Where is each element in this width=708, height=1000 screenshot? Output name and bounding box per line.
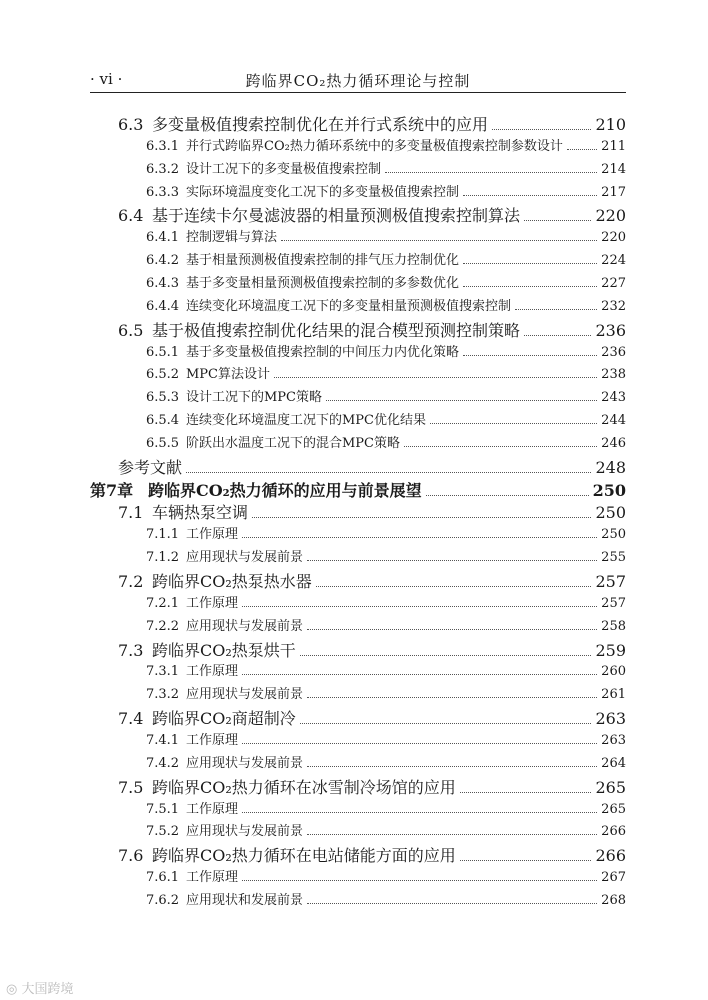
dot-leader — [307, 688, 597, 698]
toc-entry-page: 220 — [601, 230, 626, 246]
toc-entry[interactable] — [146, 729, 626, 748]
toc-entry[interactable] — [146, 798, 626, 817]
dot-leader — [307, 620, 597, 630]
toc-entry[interactable] — [118, 318, 626, 341]
toc-entry-number: 6.5.2 — [146, 367, 180, 383]
toc-entry-number: 7.1.2 — [146, 550, 180, 566]
toc-entry-title: 连续变化环境温度工况下的多变量相量预测极值搜索控制 — [186, 298, 512, 314]
toc-entry-number: 6.3 — [118, 115, 144, 134]
toc-entry-page: 266 — [601, 824, 626, 840]
watermark — [6, 978, 74, 997]
dot-leader — [307, 757, 597, 767]
toc-entry-title: 跨临界CO₂热泵热水器 — [152, 572, 312, 591]
toc-entry-title: 设计工况下的MPC策略 — [186, 390, 323, 406]
dot-leader — [426, 483, 589, 495]
toc-entry-page: 232 — [601, 298, 626, 314]
toc-entry-number: 6.5.1 — [146, 344, 180, 360]
dot-leader — [404, 437, 597, 447]
page-number: · vi · — [90, 70, 123, 88]
toc-entry-page: 263 — [601, 732, 626, 748]
toc-entry-number: 6.3.1 — [146, 138, 180, 154]
toc-entry-number: 第7章 — [90, 480, 134, 500]
dot-leader — [463, 277, 597, 287]
toc-entry-title: 参考文献 — [118, 457, 183, 477]
toc-entry[interactable] — [146, 523, 626, 542]
toc-entry-page: 266 — [595, 846, 626, 866]
toc-entry-page: 267 — [601, 870, 626, 886]
toc-entry-title: 控制逻辑与算法 — [186, 230, 278, 246]
toc-entry-number: 7.2.2 — [146, 618, 180, 634]
toc-entry-title: 基于多变量相量预测极值搜索控制的多参数优化 — [186, 275, 460, 291]
toc-entry[interactable] — [146, 660, 626, 679]
toc-entry[interactable] — [90, 478, 626, 501]
toc-entry-page: 250 — [601, 527, 626, 543]
dot-leader — [316, 575, 592, 587]
toc-entry-page: 246 — [601, 435, 626, 451]
toc-entry-title: 应用现状与发展前景 — [186, 824, 304, 840]
toc-entry-title: 跨临界CO₂热泵烘干 — [152, 640, 296, 660]
toc-entry-title: 多变量极值搜索控制优化在并行式系统中的应用 — [152, 115, 489, 134]
toc-entry-page: 258 — [601, 618, 626, 634]
toc-entry[interactable] — [146, 889, 626, 908]
toc-entry-title: 工作原理 — [186, 801, 239, 817]
toc-entry-title: 工作原理 — [186, 870, 239, 886]
toc-entry-number: 7.4.1 — [146, 732, 180, 748]
toc-entry-title: 应用现状与发展前景 — [186, 687, 304, 703]
toc-entry-number: 7.2.1 — [146, 595, 180, 611]
dot-leader — [242, 528, 597, 538]
dot-leader — [492, 118, 591, 130]
toc-entry-number: 7.4.2 — [146, 755, 180, 771]
toc-entry[interactable] — [146, 249, 626, 268]
toc-entry-page: 259 — [595, 640, 626, 660]
toc-entry-title: MPC算法设计 — [186, 367, 271, 383]
toc-entry[interactable] — [146, 820, 626, 839]
toc-entry-number: 7.6.2 — [146, 892, 180, 908]
toc-entry-page: 236 — [601, 344, 626, 360]
toc-entry-number: 7.4 — [118, 709, 144, 729]
toc-entry-title: 连续变化环境温度工况下的MPC优化结果 — [186, 413, 427, 429]
toc-entry[interactable] — [118, 775, 626, 798]
dot-leader — [274, 368, 597, 378]
toc-entry[interactable] — [146, 226, 626, 245]
toc-entry-title: 车辆热泵空调 — [152, 503, 249, 523]
dot-leader — [300, 643, 592, 655]
toc-entry-number: 6.4.4 — [146, 298, 180, 314]
toc-entry-number: 6.5 — [118, 320, 144, 340]
toc-entry[interactable] — [146, 866, 626, 885]
toc-entry[interactable] — [118, 455, 626, 478]
dot-leader — [385, 163, 597, 173]
toc-entry-number: 7.3.2 — [146, 687, 180, 703]
dot-leader — [326, 391, 597, 401]
dot-leader — [307, 894, 597, 904]
dot-leader — [242, 871, 597, 881]
toc-entry-page: 210 — [595, 115, 626, 134]
toc-entry[interactable] — [146, 683, 626, 702]
toc-entry-title: 阶跃出水温度工况下的混合MPC策略 — [186, 435, 401, 451]
dot-leader — [307, 551, 597, 561]
toc-entry-title: 跨临界CO₂热力循环在电站储能方面的应用 — [152, 846, 456, 866]
toc-entry-page: 227 — [601, 275, 626, 291]
toc-entry-title: 工作原理 — [186, 664, 239, 680]
dot-leader — [242, 597, 597, 607]
toc-entry-page: 260 — [601, 664, 626, 680]
toc-entry[interactable] — [146, 752, 626, 771]
toc-entry-number: 6.5.3 — [146, 390, 180, 406]
toc-entry-title: 工作原理 — [186, 595, 239, 611]
toc-entry-number: 7.2 — [118, 572, 144, 591]
toc-entry-number: 6.4.1 — [146, 230, 180, 246]
toc-entry[interactable] — [146, 272, 626, 291]
dot-leader — [463, 345, 597, 355]
dot-leader — [252, 506, 591, 518]
toc-entry-title: 应用现状与发展前景 — [186, 550, 304, 566]
toc-entry[interactable] — [146, 363, 626, 382]
toc-entry-page: 217 — [601, 184, 626, 200]
toc-entry-page: 236 — [595, 320, 626, 340]
toc-entry-page: 257 — [595, 572, 626, 591]
toc-entry-page: 257 — [601, 595, 626, 611]
dot-leader — [186, 461, 591, 473]
toc-entry[interactable] — [146, 158, 626, 177]
toc-entry[interactable] — [118, 638, 626, 661]
toc-entry-title: 设计工况下的多变量极值搜索控制 — [186, 161, 382, 177]
toc-entry-title: 基于相量预测极值搜索控制的排气压力控制优化 — [186, 253, 460, 269]
toc-entry-title: 应用现状和发展前景 — [186, 892, 304, 908]
dot-leader — [567, 140, 597, 150]
watermark-icon: ◎ — [6, 982, 22, 997]
toc-entry-page: 261 — [601, 687, 626, 703]
toc-entry-number: 7.5.2 — [146, 824, 180, 840]
toc-entry-number: 6.5.5 — [146, 435, 180, 451]
dot-leader — [460, 780, 592, 792]
toc-entry[interactable] — [118, 843, 626, 866]
dot-leader — [242, 665, 597, 675]
toc-entry-number: 6.4.3 — [146, 275, 180, 291]
toc-entry[interactable] — [118, 500, 626, 523]
toc-entry-number: 6.3.3 — [146, 184, 180, 200]
dot-leader — [463, 185, 597, 195]
running-header — [90, 68, 626, 93]
toc-entry[interactable] — [146, 409, 626, 428]
toc-entry-page: 265 — [601, 801, 626, 817]
toc-entry-title: 应用现状与发展前景 — [186, 618, 304, 634]
toc-entry-page: 238 — [601, 367, 626, 383]
dot-leader — [242, 802, 597, 812]
toc-entry-title: 跨临界CO₂热力循环在冰雪制冷场馆的应用 — [152, 777, 456, 797]
toc-entry-page: 243 — [601, 390, 626, 406]
toc-entry-number: 7.3 — [118, 640, 144, 660]
dot-leader — [463, 254, 597, 264]
toc-entry-number: 7.5.1 — [146, 801, 180, 817]
toc-entry-title: 基于极值搜索控制优化结果的混合模型预测控制策略 — [152, 320, 521, 340]
watermark-text: 大国跨境 — [21, 982, 74, 997]
toc-entry-number: 7.1.1 — [146, 527, 180, 543]
toc-entry-number: 6.4.2 — [146, 253, 180, 269]
toc-entry-title: 工作原理 — [186, 527, 239, 543]
toc-entry-title: 应用现状与发展前景 — [186, 755, 304, 771]
toc-entry[interactable] — [118, 569, 626, 592]
toc-entry[interactable] — [146, 592, 626, 611]
toc-entry-title: 跨临界CO₂商超制冷 — [152, 709, 296, 729]
toc-entry-title: 基于多变量极值搜索控制的中间压力内优化策略 — [186, 344, 460, 360]
toc-entry-number: 7.5 — [118, 777, 144, 797]
toc-entry-title: 基于连续卡尔曼滤波器的相量预测极值搜索控制算法 — [152, 206, 521, 226]
dot-leader — [281, 231, 597, 241]
toc-entry-number: 6.3.2 — [146, 161, 180, 177]
toc-entry[interactable] — [146, 546, 626, 565]
dot-leader — [307, 825, 597, 835]
dot-leader — [524, 323, 591, 335]
toc-entry-number: 6.5.4 — [146, 413, 180, 429]
toc-entry[interactable] — [118, 706, 626, 729]
toc-entry-title: 并行式跨临界CO₂热力循环系统中的多变量极值搜索控制参数设计 — [186, 138, 563, 154]
toc-entry-number: 7.6.1 — [146, 870, 180, 886]
toc-entry-number: 7.1 — [118, 503, 144, 523]
toc-entry-number: 6.4 — [118, 206, 144, 226]
book-title: 跨临界CO₂热力循环理论与控制 — [245, 72, 471, 90]
toc-entry-page: 264 — [601, 755, 626, 771]
toc-entry[interactable] — [118, 112, 626, 135]
toc-entry-page: 250 — [592, 480, 626, 500]
toc-entry-title: 实际环境温度变化工况下的多变量极值搜索控制 — [186, 184, 460, 200]
toc-entry-title: 跨临界CO₂热力循环的应用与前景展望 — [148, 480, 422, 500]
dot-leader — [242, 734, 597, 744]
dot-leader — [524, 209, 591, 221]
toc-entry-page: 224 — [601, 253, 626, 269]
toc-entry-page: 214 — [601, 161, 626, 177]
toc-entry-page: 263 — [595, 709, 626, 729]
toc-entry[interactable] — [146, 432, 626, 451]
dot-leader — [515, 300, 597, 310]
toc-entry-page: 250 — [595, 503, 626, 523]
toc-entry[interactable] — [146, 181, 626, 200]
toc-entry-page: 248 — [595, 457, 626, 477]
toc-entry-page: 255 — [601, 550, 626, 566]
toc-entry[interactable] — [146, 386, 626, 405]
toc-entry-number: 7.3.1 — [146, 664, 180, 680]
toc-entry-number: 7.6 — [118, 846, 144, 866]
toc-entry[interactable] — [146, 135, 626, 154]
toc-entry-page: 244 — [601, 413, 626, 429]
toc-entry[interactable] — [118, 203, 626, 226]
dot-leader — [300, 712, 592, 724]
toc-entry-page: 211 — [601, 138, 626, 154]
toc-entry-page: 220 — [595, 206, 626, 226]
toc-entry[interactable] — [146, 341, 626, 360]
dot-leader — [430, 414, 597, 424]
toc-entry[interactable] — [146, 295, 626, 314]
dot-leader — [460, 849, 592, 861]
toc-entry-title: 工作原理 — [186, 732, 239, 748]
toc-entry-page: 265 — [595, 777, 626, 797]
toc-entry-page: 268 — [601, 892, 626, 908]
toc-entry[interactable] — [146, 615, 626, 634]
